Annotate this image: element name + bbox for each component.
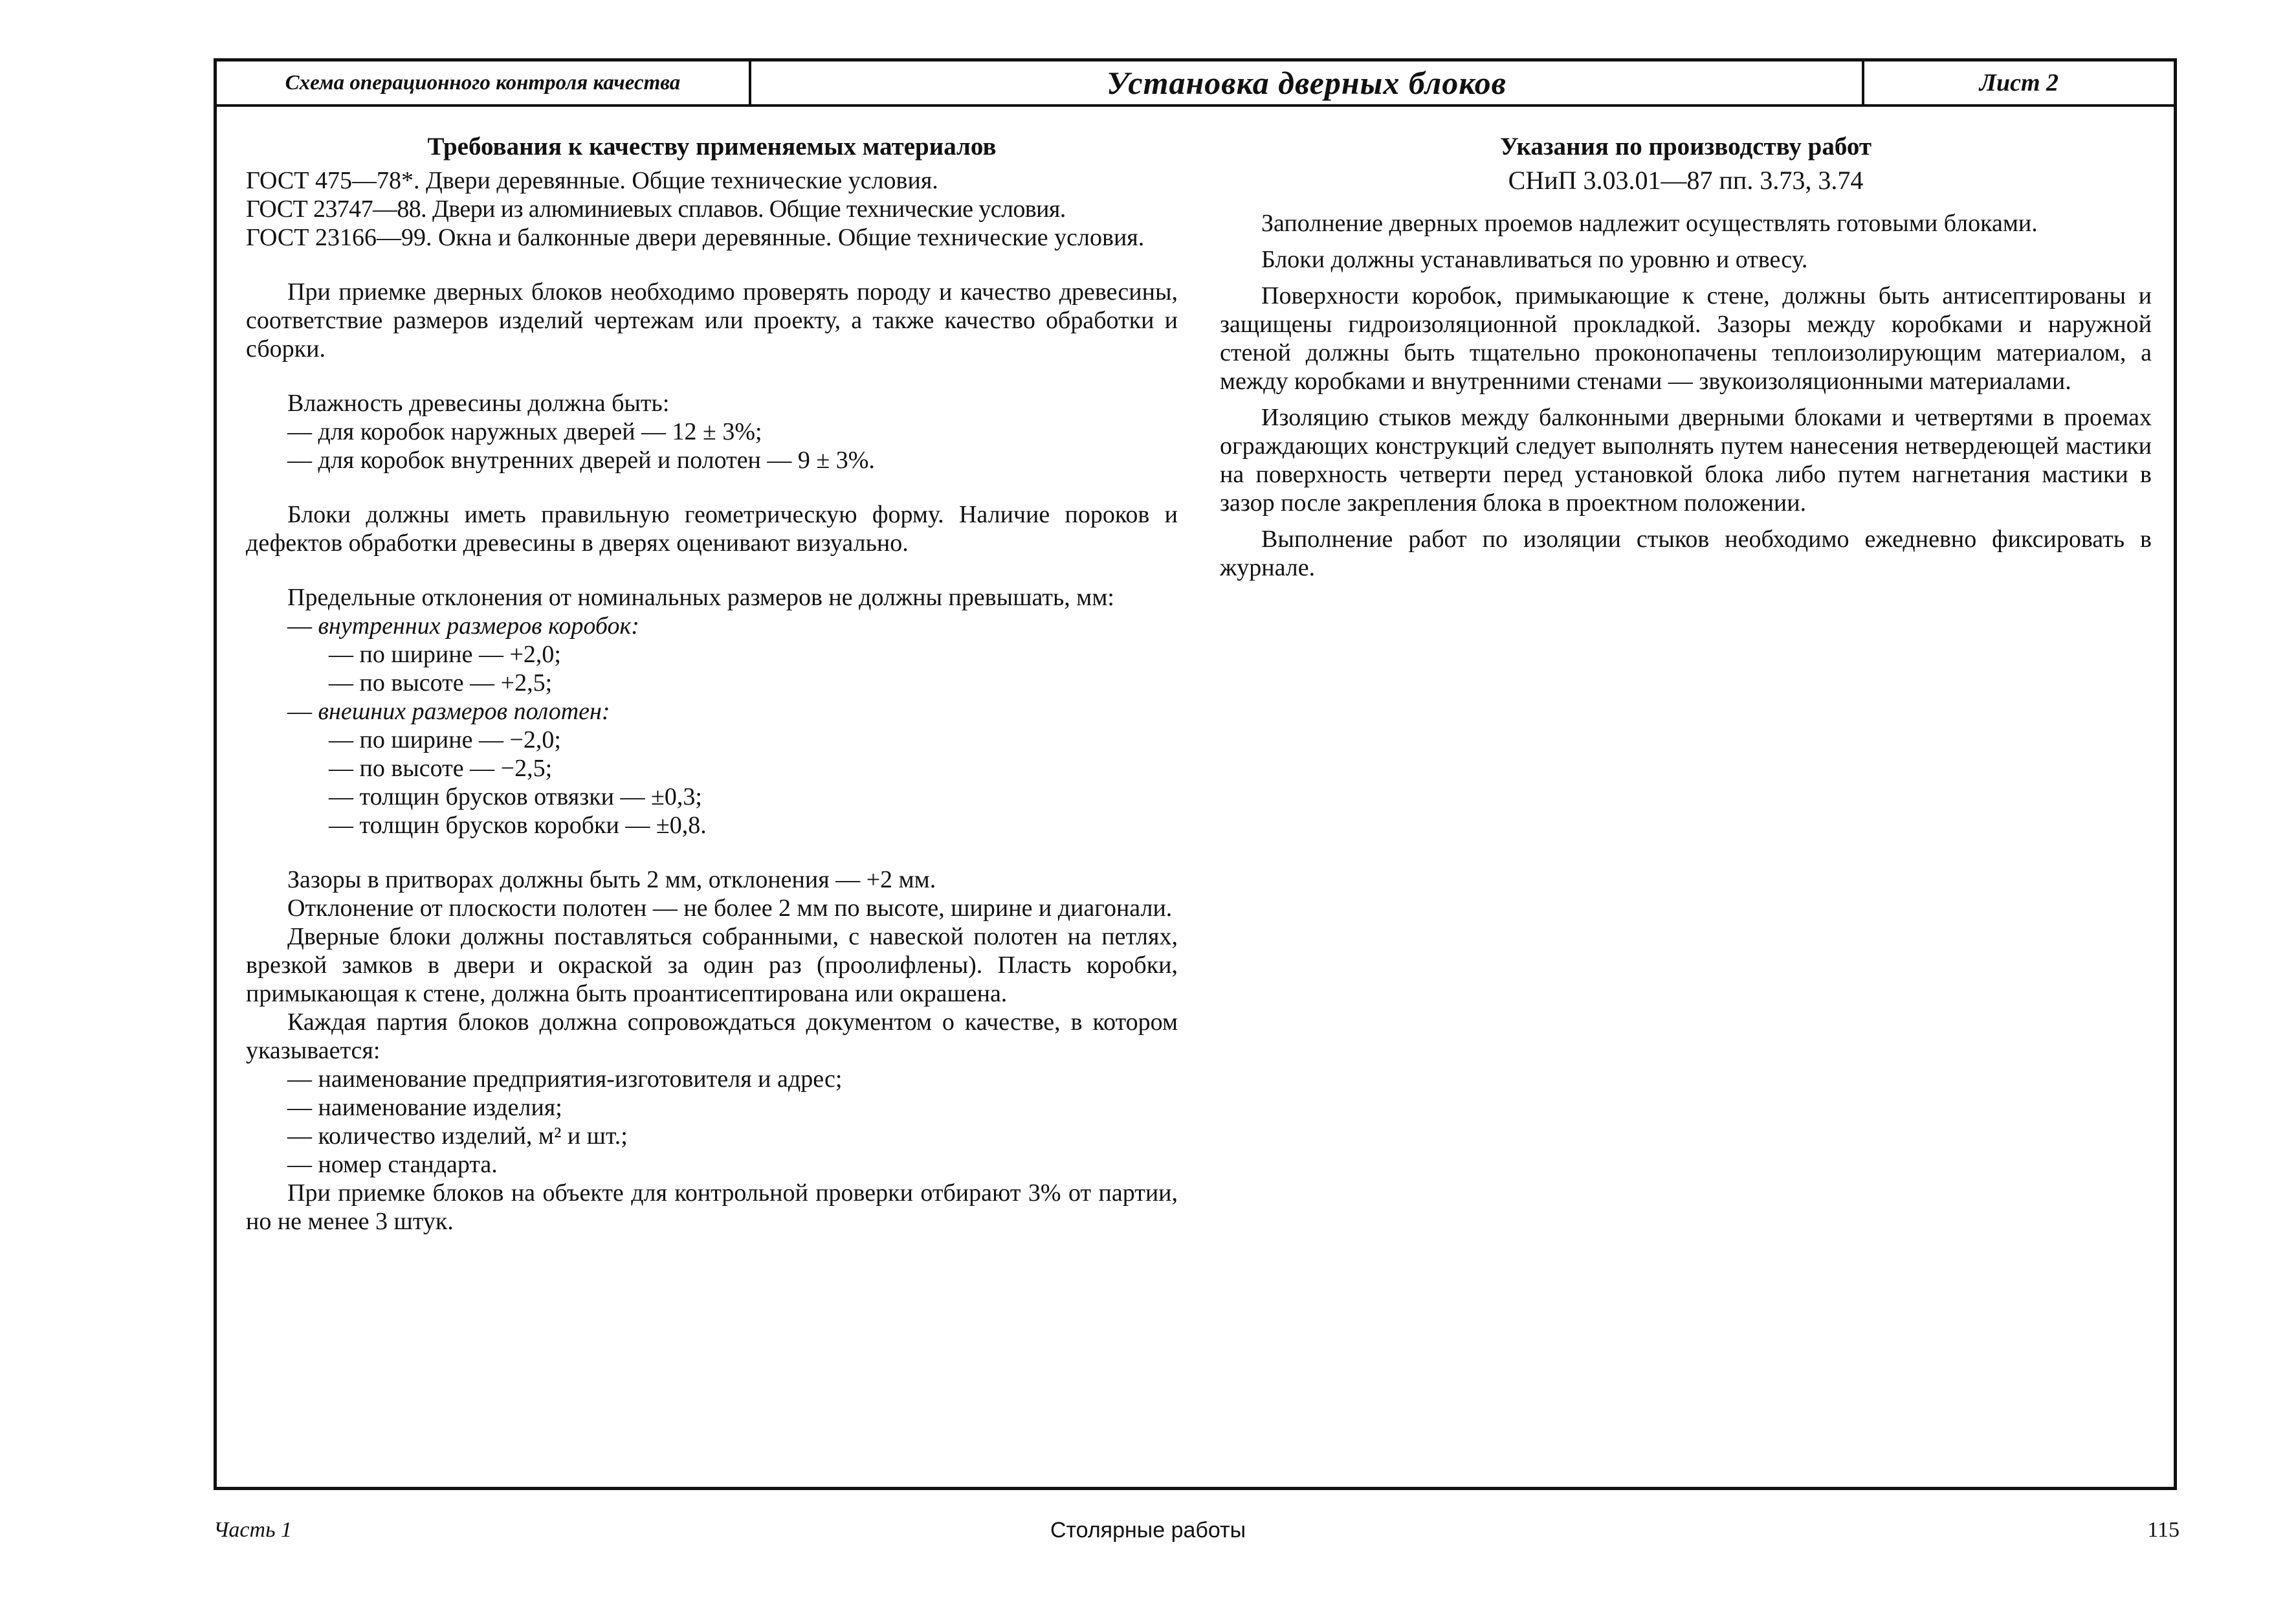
instruction-paragraph: Блоки должны устанавливаться по уровню и отвесу.: [1261, 246, 1808, 273]
instruction-paragraph: Поверхности коробок, примыкающие к стене, должны быть антисептированы и защищены гидроизоляционной прокладкой. Зазоры между коробками и наружной стеной должны быть тщательно проконопачены теплоизолирующим материалом, а между коробками и внутренними стенами — звукоизоляционными материалами.: [1220, 282, 2152, 395]
internal-dims-label: — внутренних размеров коробок:: [287, 612, 639, 640]
page-frame: [214, 58, 2177, 1490]
tolerance-item: — толщин брусков отвязки — ±0,3;: [329, 783, 702, 810]
flatness-paragraph: Отклонение от плоскости полотен — не более 2 мм по высоте, ширине и диагонали.: [287, 895, 1173, 922]
instruction-paragraph: Заполнение дверных проемов надлежит осуществлять готовыми блоками.: [1261, 210, 2038, 237]
moisture-item: — для коробок наружных дверей — 12 ± 3%;: [287, 418, 762, 445]
scheme-label: Схема операционного контроля качества: [217, 61, 751, 104]
instructions-heading: Указания по производству работ: [1500, 133, 1871, 161]
materials-heading: Требования к качеству применяемых материалов: [427, 133, 997, 161]
sampling-paragraph: При приемке блоков на объекте для контрольной проверки отбирают 3% от партии, но не менее 3 штук.: [246, 1179, 1178, 1235]
gost-line: ГОСТ 23166—99. Окна и балконные двери деревянные. Общие технические условия.: [246, 224, 1145, 251]
footer-section: Столярные работы: [1050, 1518, 1246, 1543]
document-item: — количество изделий, м² и шт.;: [287, 1122, 628, 1150]
instruction-paragraph: Выполнение работ по изоляции стыков необходимо ежедневно фиксировать в журнале.: [1220, 526, 2152, 581]
external-dims-text: внешних размеров полотен:: [318, 698, 610, 725]
moisture-intro: Влажность древесины должна быть:: [287, 390, 670, 417]
tolerance-item: — по ширине — −2,0;: [329, 726, 561, 753]
external-dims-label: — внешних размеров полотен:: [287, 698, 610, 725]
document-item: — номер стандарта.: [287, 1151, 498, 1178]
header-table: [217, 61, 2174, 107]
footer-part: Часть 1: [214, 1518, 293, 1542]
tolerance-item: — толщин брусков коробки — ±0,8.: [329, 812, 707, 839]
left-column: [246, 133, 1178, 1236]
page-number: 115: [2147, 1518, 2180, 1542]
tolerance-item: — по ширине — +2,0;: [329, 641, 561, 668]
gost-line: ГОСТ 23747—88. Двери из алюминиевых сплавов. Общие технические условия.: [246, 195, 1066, 223]
assembled-paragraph: Дверные блоки должны поставляться собранными, с навеской полотен на петлях, врезкой замков в двери и окраской за один раз (проолифлены). Пласть коробки, примыкающая к стене, должна быть проантисептирована или окрашена.: [246, 923, 1178, 1007]
internal-dims-text: внутренних размеров коробок:: [318, 612, 639, 640]
document-title: Установка дверных блоков: [751, 61, 1864, 104]
right-column: [1220, 133, 2152, 590]
document-intro: Каждая партия блоков должна сопровождаться документом о качестве, в котором указывается:: [246, 1008, 1178, 1064]
acceptance-paragraph: При приемке дверных блоков необходимо проверять породу и качество древесины, соответствие размеров изделий чертежам или проекту, а также качество обработки и сборки.: [246, 278, 1178, 362]
snip-reference: СНиП 3.03.01—87 пп. 3.73, 3.74: [1508, 166, 1864, 195]
document-item: — наименование предприятия-изготовителя и адрес;: [287, 1065, 843, 1093]
document-item: — наименование изделия;: [287, 1094, 562, 1121]
instruction-paragraph: Изоляцию стыков между балконными дверными блоками и четвертями в проемах ограждающих конструкций следует выполнять путем нанесения нетвердеющей мастики на поверхность четверти перед установкой блока либо путем нагнетания мастики в зазор после закрепления блока в проектном положении.: [1220, 404, 2152, 517]
moisture-item: — для коробок внутренних дверей и полотен — 9 ± 3%.: [287, 447, 875, 474]
tolerance-item: — по высоте — −2,5;: [329, 755, 553, 782]
limits-intro: Предельные отклонения от номинальных размеров не должны превышать, мм:: [287, 584, 1114, 611]
gaps-paragraph: Зазоры в притворах должны быть 2 мм, отклонения — +2 мм.: [287, 866, 936, 893]
geometry-paragraph: Блоки должны иметь правильную геометрическую форму. Наличие пороков и дефектов обработки древесины в дверях оценивают визуально.: [246, 501, 1178, 557]
gost-line: ГОСТ 475—78*. Двери деревянные. Общие технические условия.: [246, 167, 938, 194]
sheet-number: Лист 2: [1979, 69, 2059, 96]
tolerance-item: — по высоте — +2,5;: [329, 669, 553, 696]
